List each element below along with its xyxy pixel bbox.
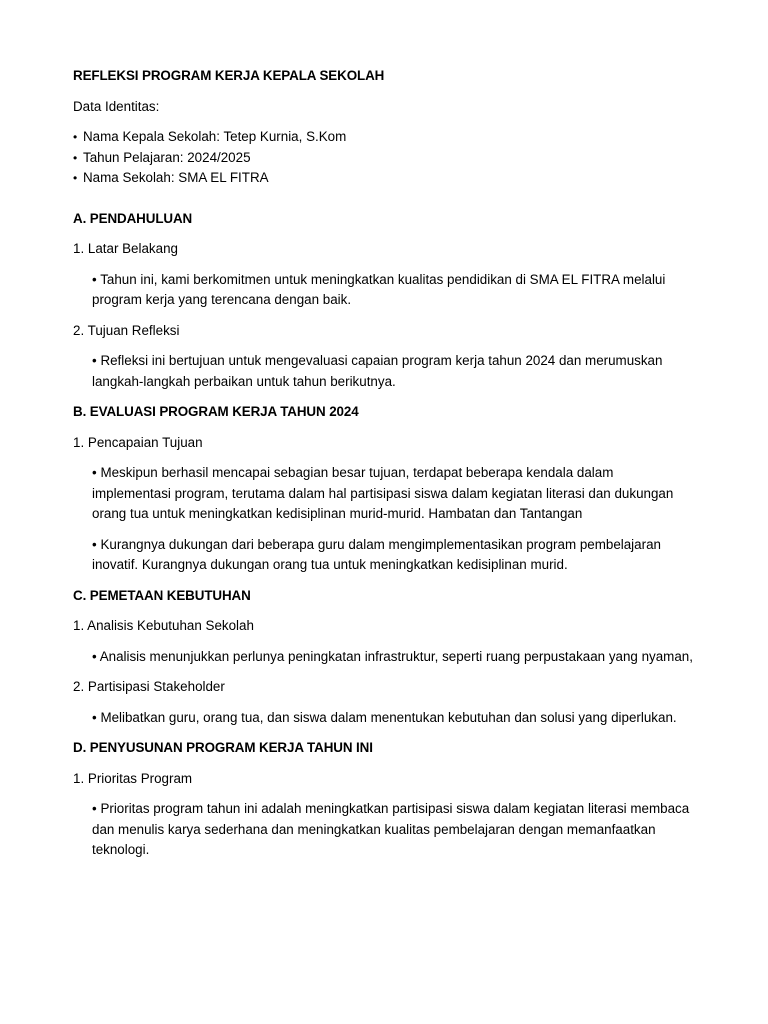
- bullet-icon: •: [92, 465, 97, 480]
- paragraph-text: Analisis menunjukkan perlunya peningkatan infrastruktur, seperti ruang perpustakaan yang nyaman,: [99, 648, 693, 664]
- bullet-icon: •: [92, 271, 97, 287]
- bullet-icon: •: [92, 536, 97, 552]
- bullet-icon: •: [73, 171, 78, 185]
- identity-item-text: Tahun Pelajaran: 2024/2025: [83, 149, 251, 165]
- identity-item: [73, 168, 703, 189]
- paragraph-text: Refleksi ini bertujuan untuk mengevaluasi capaian program kerja tahun 2024 dan merumuskan langkah-langkah perbaikan untuk tahun berikutnya.: [92, 353, 663, 389]
- paragraph-text: Melibatkan guru, orang tua, dan siswa dalam menentukan kebutuhan dan solusi yang diperlukan.: [100, 709, 677, 725]
- paragraph-text: Meskipun berhasil mencapai sebagian besar tujuan, terdapat beberapa kendala dalam implementasi program, terutama dalam hal partisipasi siswa dalam kegiatan literasi dan dukungan orang tua untuk meningkatkan kedisiplinan murid-murid. Hambatan dan Tantangan: [92, 465, 674, 521]
- section-penyusunan: [73, 738, 703, 861]
- bullet-paragraph: [92, 535, 703, 576]
- subsection-heading: 1. Analisis Kebutuhan Sekolah: [73, 618, 254, 633]
- subsection-heading: 2. Tujuan Refleksi: [73, 322, 180, 338]
- section-evaluasi: [73, 402, 703, 576]
- identity-item-text: Nama Sekolah: SMA EL FITRA: [83, 170, 269, 185]
- paragraph-text: Tahun ini, kami berkomitmen untuk meningkatkan kualitas pendidikan di SMA EL FITRA melalui program kerja yang terencana dengan baik.: [92, 271, 666, 307]
- bullet-paragraph: [92, 647, 703, 668]
- bullet-icon: •: [92, 709, 97, 725]
- bullet-paragraph: [92, 799, 703, 861]
- document-page: [73, 66, 703, 871]
- paragraph-text: Prioritas program tahun ini adalah meningkatkan partisipasi siswa dalam kegiatan literasi membaca dan menulis karya sederhana dan meningkatkan kualitas pembelajaran dengan memanfaatkan teknologi.: [92, 801, 690, 857]
- identity-item: [73, 148, 703, 169]
- document-title: REFLEKSI PROGRAM KERJA KEPALA SEKOLAH: [73, 68, 385, 83]
- subsection-heading: 1. Prioritas Program: [73, 770, 193, 786]
- paragraph-text: Kurangnya dukungan dari beberapa guru dalam mengimplementasikan program pembelajaran inovatif. Kurangnya dukungan orang tua untuk meningkatkan kedisiplinan murid.: [92, 536, 661, 572]
- bullet-paragraph: [92, 463, 703, 525]
- bullet-icon: •: [92, 353, 97, 368]
- bullet-icon: •: [92, 648, 97, 664]
- identity-item: [73, 127, 703, 148]
- bullet-icon: •: [73, 130, 78, 144]
- identity-list: [73, 127, 703, 189]
- bullet-icon: •: [73, 150, 78, 165]
- section-heading: B. EVALUASI PROGRAM KERJA TAHUN 2024: [73, 404, 359, 419]
- bullet-paragraph: [92, 270, 703, 311]
- section-heading: D. PENYUSUNAN PROGRAM KERJA TAHUN INI: [73, 740, 373, 755]
- section-pemetaan: [73, 586, 703, 729]
- section-heading: C. PEMETAAN KEBUTUHAN: [73, 587, 251, 603]
- bullet-paragraph: [92, 351, 703, 392]
- section-heading: A. PENDAHULUAN: [73, 210, 193, 226]
- identity-label: Data Identitas:: [73, 98, 160, 114]
- subsection-heading: 1. Pencapaian Tujuan: [73, 434, 203, 450]
- subsection-heading: 2. Partisipasi Stakeholder: [73, 679, 225, 694]
- identity-item-text: Nama Kepala Sekolah: Tetep Kurnia, S.Kom: [83, 129, 347, 144]
- bullet-paragraph: [92, 708, 703, 729]
- section-pendahuluan: [73, 209, 703, 393]
- subsection-heading: 1. Latar Belakang: [73, 241, 178, 256]
- bullet-icon: •: [92, 801, 97, 816]
